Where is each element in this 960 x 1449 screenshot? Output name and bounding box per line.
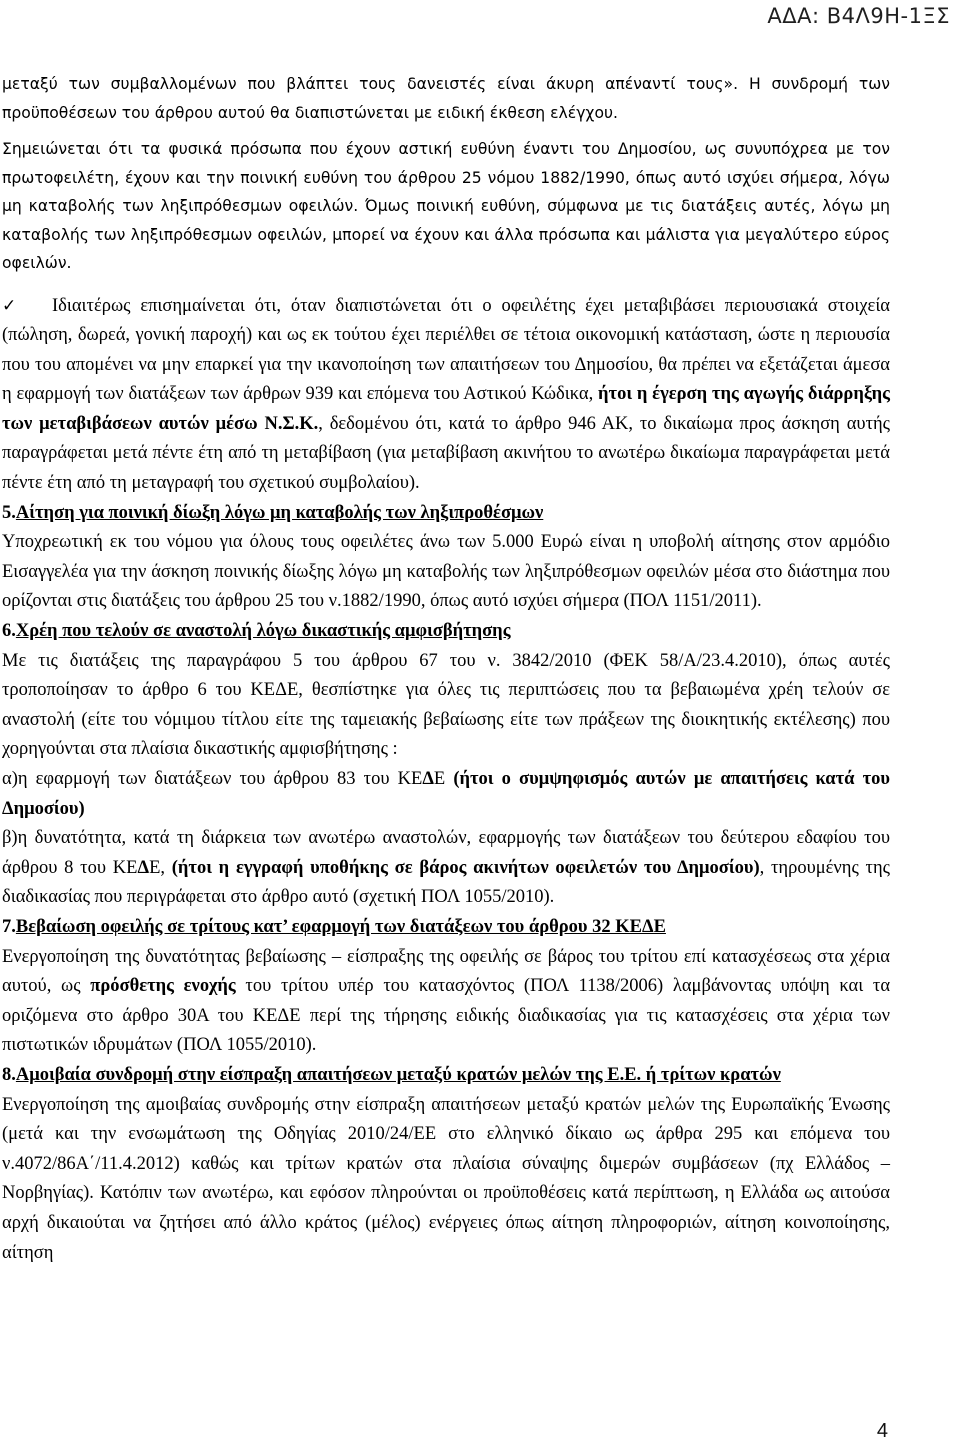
section-5-heading bbox=[2, 499, 890, 529]
section-8-number: 8. bbox=[2, 1064, 16, 1085]
section-7-body-a: Ενεργοποίηση της δυνατότητας βεβαίωσης – είσπραξης της οφειλής σε βάρος του τρίτου επί κατασχέσεως στα χέρια αυτού, ως bbox=[2, 946, 890, 997]
section-7-number: 7. bbox=[2, 916, 16, 937]
item-a-bold: (ήτοι ο συμψηφισμός αυτών με απαιτήσεις κατά του Δημοσίου) bbox=[2, 769, 890, 819]
section-7-heading bbox=[2, 913, 890, 943]
document-body bbox=[2, 70, 890, 1268]
paragraph-check bbox=[2, 292, 890, 499]
item-b-text3: , τηρουμένης της διαδικασίας που περιγράφεται στο άρθρο αυτό (σχετική ΠΟΛ 1055/2010). bbox=[2, 857, 890, 908]
ada-code-header: ΑΔΑ: Β4Λ9Η-1ΞΣ bbox=[767, 4, 950, 28]
section-8-heading bbox=[2, 1061, 890, 1091]
check-text-a: Ιδιαιτέρως επισημαίνεται ότι, όταν διαπιστώνεται ότι ο οφειλέτης έχει μεταβιβάσει περιουσιακά στοιχεία (πώληση, δωρεά, γονική παροχή) και ως εκ τούτου έχει περιέλθει σε τέτοια οικονομική κατάσταση, ώστε η περιουσία που του απομένει να μην επαρκεί για την ικανοποίηση των απαιτήσεων του Δημοσίου, θα πρέπει να εξετάζεται άμεσα η εφαρμογή των διατάξεων των άρθρων 939 και επόμενα του Αστικού Κώδικα, bbox=[2, 295, 890, 405]
section-6-title: Χρέη που τελούν σε αναστολή λόγω δικαστικής αμφισβήτησης bbox=[15, 621, 511, 642]
check-text-b: , δεδομένου ότι, κατά το άρθρο 946 ΑΚ, το δικαίωμα προς άσκηση αυτής παραγράφεται μετά πέντε έτη από τη μεταβίβαση (για μεταβίβαση ακινήτου το ανωτέρω δικαίωμα παραγράφεται μετά πέντε έτη από τη μεταγραφή του σχετικού συμβολαίου). bbox=[2, 413, 890, 494]
section-6-item-a bbox=[2, 765, 890, 824]
section-6-number: 6. bbox=[2, 621, 16, 642]
section-8-body: Ενεργοποίηση της αμοιβαίας συνδρομής στην είσπραξη απαιτήσεων μεταξύ κρατών μελών της Ευρωπαϊκής Ένωσης (μετά και την ενσωμάτωση της Οδηγίας 2010/24/ΕΕ στο ελληνικό δίκαιο ως άρθρα 295 και επόμενα του ν.4072/86Α΄/11.4.2012) καθώς και τρίτων κρατών στα πλαίσια σύναψης διμερών συμβάσεων (πχ Ελλάδος – Νορβηγίας). Κατόπιν των ανωτέρω, και εφόσον πληρούνται οι προϋποθέσεις κατά περίπτωση, η Ελλάδα ως αιτούσα αρχή δικαιούται να ζητήσει από άλλο κράτος (μέλος) ενέργειες όπως αίτηση πληροφοριών, αίτηση κοινοποίησης, αίτηση bbox=[2, 1094, 890, 1263]
item-a-bold-d: Δ bbox=[422, 769, 434, 789]
section-7-title: Βεβαίωση οφειλής σε τρίτους κατ’ εφαρμογή των διατάξεων του άρθρου 32 ΚΕΔΕ bbox=[15, 916, 666, 937]
check-text-bold: ήτοι η έγερση της αγωγής διάρρηξης των μεταβιβάσεων αυτών μέσω Ν.Σ.Κ. bbox=[2, 384, 890, 434]
item-b-bold: (ήτοι η εγγραφή υποθήκης σε βάρος ακινήτων οφειλετών του Δημοσίου) bbox=[171, 857, 760, 878]
section-7-body bbox=[2, 943, 890, 1061]
section-5-title: Αίτηση για ποινική δίωξη λόγω μη καταβολής των ληξιπροθέσμων bbox=[15, 502, 544, 523]
section-7-body-bold: πρόσθετης ενοχής bbox=[90, 976, 236, 997]
section-7-body-b: του τρίτου υπέρ του κατασχόντος (ΠΟΛ 1138/2006) λαμβάνοντας υπόψη και τα οριζόμενα στο άρθρο 30Α του ΚΕΔΕ περί της τήρησης ειδικής διαδικασίας για τις κατασχέσεις στα χέρια των πιστωτικών ιδρυμάτων (ΠΟΛ 1055/2010). bbox=[2, 976, 891, 1056]
section-8-title: Αμοιβαία συνδρομή στην είσπραξη απαιτήσεων μεταξύ κρατών μελών της Ε.Ε. ή τρίτων κρατών bbox=[15, 1064, 781, 1085]
item-b-text2: Ε, bbox=[149, 857, 172, 878]
section-6-heading bbox=[2, 617, 890, 647]
paragraph-intro: μεταξύ των συμβαλλομένων που βλάπτει τους δανειστές είναι άκυρη απέναντί τους». Η συνδρομή των προϋποθέσεων του άρθρου αυτού θα διαπιστώνεται με ειδική έκθεση ελέγχου. bbox=[2, 75, 890, 122]
item-b-bold-d: Δ bbox=[137, 857, 150, 878]
paragraph-note: Σημειώνεται ότι τα φυσικά πρόσωπα που έχουν αστική ευθύνη έναντι του Δημοσίου, ως συνυπόχρεα με τον πρωτοφειλέτη, έχουν και την ποινική ευθύνη του άρθρου 25 νόμου 1882/1990, όπως αυτό ισχύει σήμερα, λόγω μη καταβολής των ληξιπρόθεσμων οφειλών. Όμως ποινική ευθύνη, σύμφωνα με τις διατάξεις αυτές, λόγω μη καταβολής των ληξιπρόθεσμων οφειλών, μπορεί να έχουν και άλλα πρόσωπα και μάλιστα για μεγαλύτερο εύρος οφειλών. bbox=[2, 140, 890, 272]
section-5-number: 5. bbox=[2, 502, 16, 523]
section-6-body: Με τις διατάξεις της παραγράφου 5 του άρθρου 67 του ν. 3842/2010 (ΦΕΚ 58/Α/23.4.2010), όπως αυτές τροποποίησαν το άρθρο 6 του ΚΕΔΕ, θεσπίστηκε για όλες τις περιπτώσεις που τα βεβαιωμένα χρέη τελούν σε αναστολή (είτε του νόμιμου τίτλου είτε της ταμειακής βεβαίωσης είτε των πράξεων της διοικητικής εκτέλεσης) που χορηγούνται στα πλαίσια δικαστικής αμφισβήτησης : bbox=[2, 650, 890, 760]
item-a-text2: Ε bbox=[433, 769, 454, 789]
item-b-text: β)η δυνατότητα, κατά τη διάρκεια των ανωτέρω αναστολών, εφαρμογής των διατάξεων του δεύτερου εδαφίου του άρθρου 8 του ΚΕ bbox=[2, 828, 890, 878]
section-6-item-b bbox=[2, 824, 890, 913]
check-mark-icon: ✓ bbox=[2, 295, 17, 316]
section-5-body: Υποχρεωτική εκ του νόμου για όλους τους οφειλέτες άνω των 5.000 Ευρώ είναι η υποβολή αίτησης στον αρμόδιο Εισαγγελέα για την άσκηση ποινικής δίωξης λόγω μη καταβολής των ληξιπρόθεσμων οφειλών μέσα στο διάστημα που ορίζονται στις διατάξεις του άρθρου 25 του ν.1882/1990, όπως αυτό ισχύει σήμερα (ΠΟΛ 1151/2011). bbox=[2, 532, 890, 612]
item-a-text: α)η εφαρμογή των διατάξεων του άρθρου 83 του ΚΕ bbox=[2, 769, 423, 789]
page-number: 4 bbox=[876, 1420, 888, 1442]
